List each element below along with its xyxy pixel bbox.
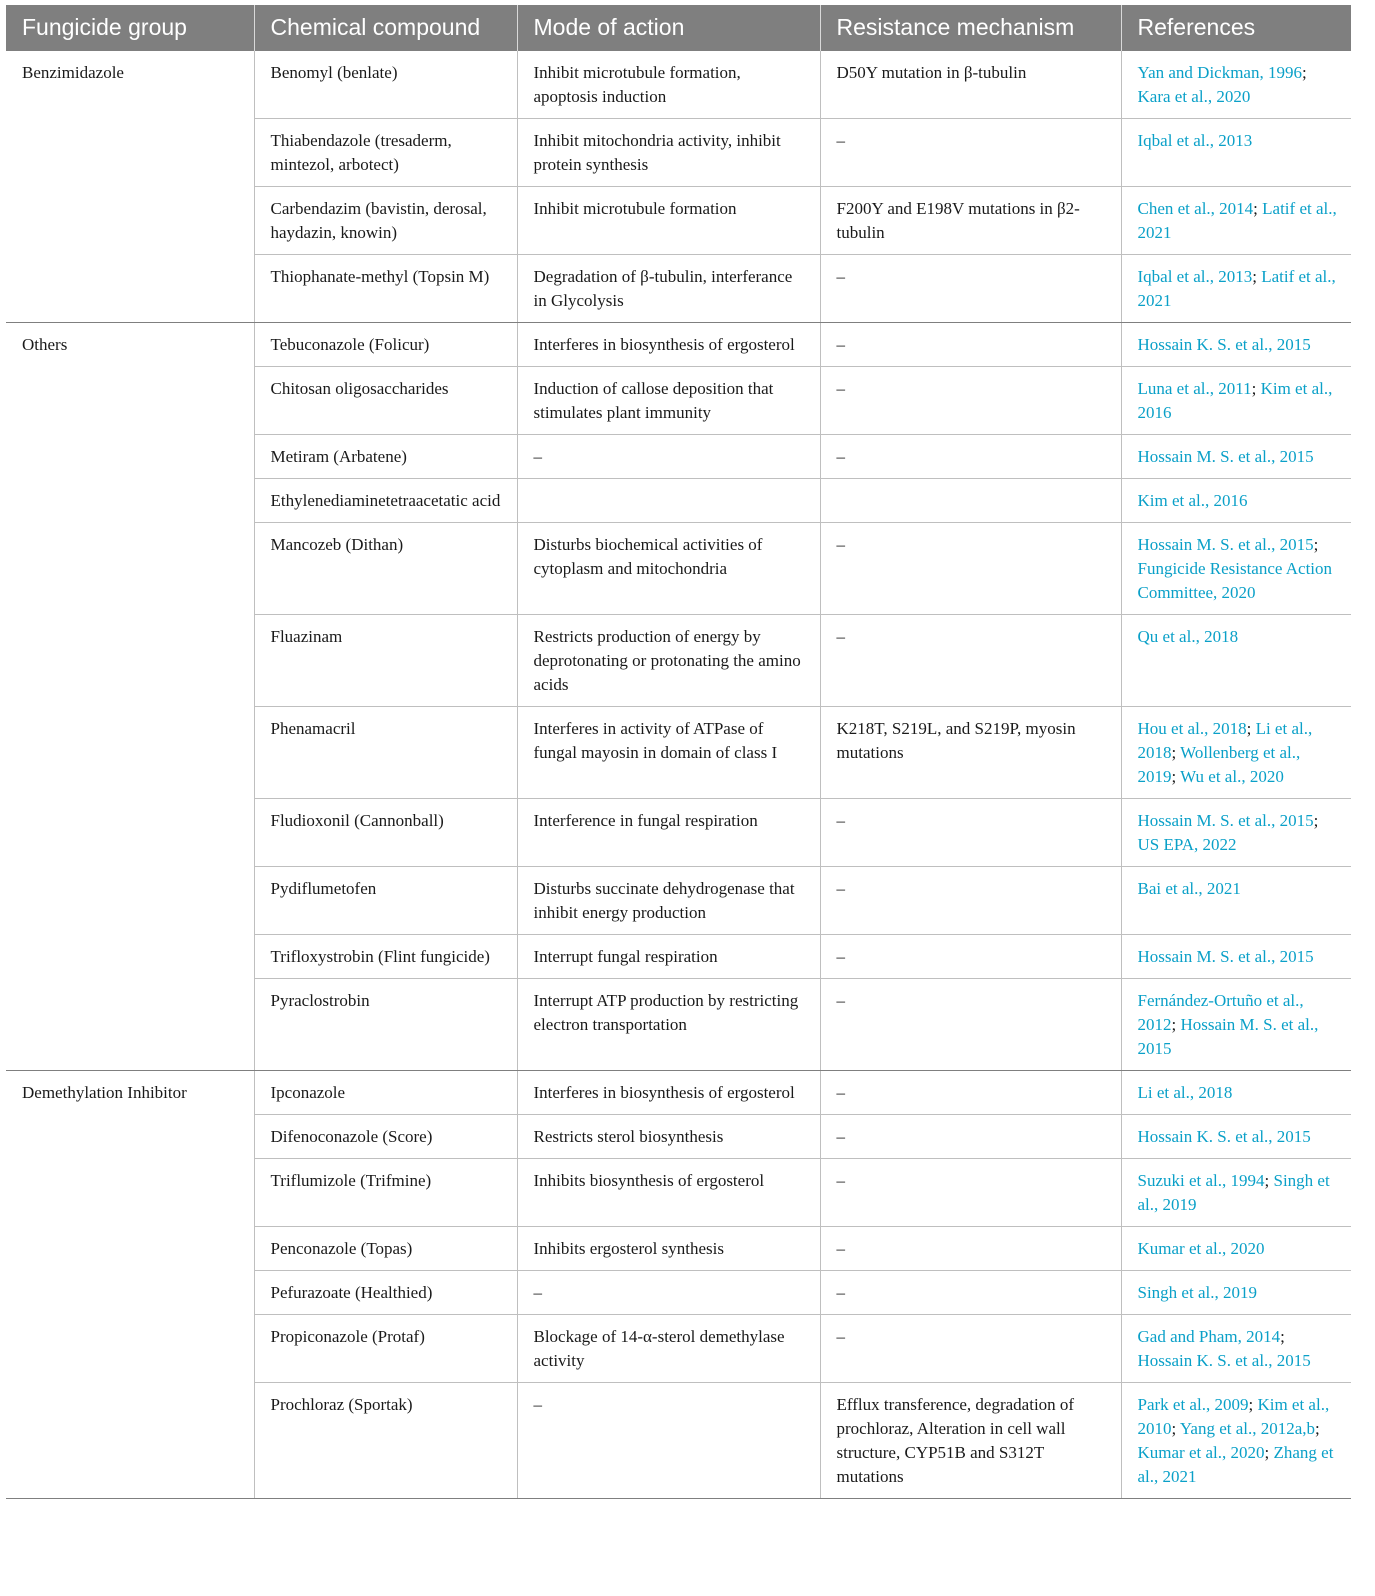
references-cell (1121, 1315, 1351, 1383)
reference-link[interactable]: Kim et al., 2016 (1137, 491, 1248, 510)
resistance-mechanism-cell: Efflux transference, degradation of prochloraz, Alteration in cell wall structure, CYP51B and S312T mutations (820, 1383, 1121, 1499)
reference-link[interactable]: Kim et al., 2016 (1137, 379, 1333, 422)
chemical-compound-cell: Tebuconazole (Folicur) (254, 323, 517, 367)
mode-of-action-cell: Induction of callose deposition that stimulates plant immunity (517, 367, 820, 435)
fungicide-group-cell: Others (6, 323, 254, 1071)
reference-link[interactable]: Park et al., 2009 (1137, 1395, 1249, 1414)
resistance-mechanism-cell (820, 479, 1121, 523)
reference-link[interactable]: Hossain K. S. et al., 2015 (1137, 1351, 1311, 1370)
references-cell (1121, 707, 1351, 799)
references-cell (1121, 323, 1351, 367)
resistance-mechanism-cell: – (820, 1115, 1121, 1159)
reference-link[interactable]: Gad and Pham, 2014 (1137, 1327, 1281, 1346)
reference-link[interactable]: Chen et al., 2014 (1137, 199, 1254, 218)
mode-of-action-cell: Inhibits ergosterol synthesis (517, 1227, 820, 1271)
resistance-mechanism-cell: – (820, 119, 1121, 187)
reference-separator: ; (1171, 743, 1181, 762)
reference-link[interactable]: Singh et al., 2019 (1137, 1171, 1330, 1214)
references-cell (1121, 523, 1351, 615)
table-row (6, 1071, 1351, 1115)
references-cell (1121, 1227, 1351, 1271)
mode-of-action-cell (517, 479, 820, 523)
mode-of-action-cell: Disturbs biochemical activities of cytoplasm and mitochondria (517, 523, 820, 615)
resistance-mechanism-cell: – (820, 367, 1121, 435)
reference-link[interactable]: Hossain M. S. et al., 2015 (1137, 535, 1314, 554)
reference-link[interactable]: Hou et al., 2018 (1137, 719, 1247, 738)
resistance-mechanism-cell: – (820, 979, 1121, 1071)
chemical-compound-cell: Penconazole (Topas) (254, 1227, 517, 1271)
mode-of-action-cell: Restricts production of energy by deprotonating or protonating the amino acids (517, 615, 820, 707)
table-body (6, 51, 1351, 1499)
mode-of-action-cell: Interference in fungal respiration (517, 799, 820, 867)
reference-link[interactable]: Iqbal et al., 2013 (1137, 267, 1253, 286)
reference-link[interactable]: Bai et al., 2021 (1137, 879, 1241, 898)
mode-of-action-cell: Interferes in biosynthesis of ergosterol (517, 1071, 820, 1115)
references-cell (1121, 1071, 1351, 1115)
references-cell (1121, 799, 1351, 867)
reference-separator: ; (1264, 1443, 1274, 1462)
header-resistance-mechanism: Resistance mechanism (820, 5, 1121, 51)
chemical-compound-cell: Triflumizole (Trifmine) (254, 1159, 517, 1227)
mode-of-action-cell: Interferes in activity of ATPase of fungal mayosin in domain of class I (517, 707, 820, 799)
mode-of-action-cell: – (517, 1271, 820, 1315)
header-chemical-compound: Chemical compound (254, 5, 517, 51)
mode-of-action-cell: Inhibit microtubule formation (517, 187, 820, 255)
reference-link[interactable]: Fernández-Ortuño et al., 2012 (1137, 991, 1304, 1034)
reference-link[interactable]: Yan and Dickman, 1996 (1137, 63, 1302, 82)
reference-link[interactable]: Hossain M. S. et al., 2015 (1137, 1015, 1319, 1058)
header-row (6, 5, 1351, 51)
resistance-mechanism-cell: – (820, 1227, 1121, 1271)
reference-separator: ; (1313, 811, 1319, 830)
header-mode-of-action: Mode of action (517, 5, 820, 51)
reference-link[interactable]: Luna et al., 2011 (1137, 379, 1252, 398)
reference-link[interactable]: Iqbal et al., 2013 (1137, 131, 1253, 150)
reference-separator: ; (1171, 1015, 1181, 1034)
resistance-mechanism-cell: – (820, 323, 1121, 367)
chemical-compound-cell: Pyraclostrobin (254, 979, 517, 1071)
reference-link[interactable]: Suzuki et al., 1994 (1137, 1171, 1265, 1190)
chemical-compound-cell: Mancozeb (Dithan) (254, 523, 517, 615)
chemical-compound-cell: Trifloxystrobin (Flint fungicide) (254, 935, 517, 979)
reference-separator: ; (1315, 1419, 1320, 1438)
reference-separator: ; (1253, 199, 1263, 218)
chemical-compound-cell: Thiophanate-methyl (Topsin M) (254, 255, 517, 323)
fungicide-group-cell: Benzimidazole (6, 51, 254, 323)
chemical-compound-cell: Ipconazole (254, 1071, 517, 1115)
mode-of-action-cell: – (517, 435, 820, 479)
mode-of-action-cell: Interrupt fungal respiration (517, 935, 820, 979)
references-cell (1121, 187, 1351, 255)
mode-of-action-cell: Interrupt ATP production by restricting electron transportation (517, 979, 820, 1071)
reference-link[interactable]: Yang et al., 2012a,b (1179, 1419, 1316, 1438)
reference-link[interactable]: Kumar et al., 2020 (1137, 1443, 1265, 1462)
chemical-compound-cell: Difenoconazole (Score) (254, 1115, 517, 1159)
resistance-mechanism-cell: F200Y and E198V mutations in β2-tubulin (820, 187, 1121, 255)
reference-separator: ; (1171, 767, 1181, 786)
resistance-mechanism-cell: – (820, 935, 1121, 979)
chemical-compound-cell: Pydiflumetofen (254, 867, 517, 935)
reference-link[interactable]: Hossain M. S. et al., 2015 (1137, 811, 1314, 830)
chemical-compound-cell: Pefurazoate (Healthied) (254, 1271, 517, 1315)
mode-of-action-cell: – (517, 1383, 820, 1499)
chemical-compound-cell: Phenamacril (254, 707, 517, 799)
resistance-mechanism-cell: – (820, 1071, 1121, 1115)
resistance-mechanism-cell: – (820, 255, 1121, 323)
resistance-mechanism-cell: D50Y mutation in β-tubulin (820, 51, 1121, 119)
references-cell (1121, 935, 1351, 979)
reference-separator: ; (1251, 379, 1261, 398)
references-cell (1121, 1159, 1351, 1227)
resistance-mechanism-cell: K218T, S219L, and S219P, myosin mutations (820, 707, 1121, 799)
reference-link[interactable]: Latif et al., 2021 (1137, 267, 1336, 310)
references-cell (1121, 615, 1351, 707)
reference-link[interactable]: Fungicide Resistance Action Committee, 2020 (1137, 559, 1333, 602)
reference-link[interactable]: Latif et al., 2021 (1137, 199, 1337, 242)
chemical-compound-cell: Carbendazim (bavistin, derosal, haydazin, knowin) (254, 187, 517, 255)
mode-of-action-cell: Blockage of 14-α-sterol demethylase activity (517, 1315, 820, 1383)
reference-separator: ; (1248, 1395, 1258, 1414)
resistance-mechanism-cell: – (820, 1271, 1121, 1315)
mode-of-action-cell: Inhibits biosynthesis of ergosterol (517, 1159, 820, 1227)
mode-of-action-cell: Inhibit mitochondria activity, inhibit protein synthesis (517, 119, 820, 187)
resistance-mechanism-cell: – (820, 435, 1121, 479)
references-cell (1121, 1383, 1351, 1499)
chemical-compound-cell: Benomyl (benlate) (254, 51, 517, 119)
resistance-mechanism-cell: – (820, 799, 1121, 867)
references-cell (1121, 435, 1351, 479)
reference-link[interactable]: Hossain K. S. et al., 2015 (1137, 1127, 1311, 1146)
reference-link[interactable]: US EPA, 2022 (1137, 835, 1237, 854)
reference-separator: ; (1171, 1419, 1180, 1438)
mode-of-action-cell: Interferes in biosynthesis of ergosterol (517, 323, 820, 367)
resistance-mechanism-cell: – (820, 1315, 1121, 1383)
table-row (6, 323, 1351, 367)
reference-link[interactable]: Kim et al., 2010 (1137, 1395, 1330, 1438)
references-cell (1121, 119, 1351, 187)
reference-separator: ; (1280, 1327, 1285, 1346)
reference-link[interactable]: Kara et al., 2020 (1137, 87, 1251, 106)
reference-separator: ; (1301, 63, 1307, 82)
references-cell (1121, 367, 1351, 435)
reference-separator: ; (1252, 267, 1262, 286)
references-cell (1121, 867, 1351, 935)
references-cell (1121, 979, 1351, 1071)
references-cell (1121, 479, 1351, 523)
reference-link[interactable]: Li et al., 2018 (1137, 719, 1313, 762)
chemical-compound-cell: Chitosan oligosaccharides (254, 367, 517, 435)
mode-of-action-cell: Restricts sterol biosynthesis (517, 1115, 820, 1159)
chemical-compound-cell: Ethylenediaminetetraacetatic acid (254, 479, 517, 523)
references-cell (1121, 1271, 1351, 1315)
header-references: References (1121, 5, 1351, 51)
reference-separator: ; (1264, 1171, 1274, 1190)
table-row (6, 51, 1351, 119)
references-cell (1121, 51, 1351, 119)
mode-of-action-cell: Inhibit microtubule formation, apoptosis induction (517, 51, 820, 119)
chemical-compound-cell: Propiconazole (Protaf) (254, 1315, 517, 1383)
resistance-mechanism-cell: – (820, 615, 1121, 707)
chemical-compound-cell: Prochloraz (Sportak) (254, 1383, 517, 1499)
reference-link[interactable]: Zhang et al., 2021 (1137, 1443, 1334, 1486)
reference-separator: ; (1313, 535, 1319, 554)
reference-link[interactable]: Singh et al., 2019 (1137, 1283, 1257, 1302)
reference-link[interactable]: Wollenberg et al., 2019 (1137, 743, 1301, 786)
chemical-compound-cell: Fluazinam (254, 615, 517, 707)
resistance-mechanism-cell: – (820, 523, 1121, 615)
reference-link[interactable]: Hossain M. S. et al., 2015 (1137, 447, 1314, 466)
chemical-compound-cell: Metiram (Arbatene) (254, 435, 517, 479)
mode-of-action-cell: Disturbs succinate dehydrogenase that inhibit energy production (517, 867, 820, 935)
fungicide-group-cell: Demethylation Inhibitor (6, 1071, 254, 1499)
reference-link[interactable]: Wu et al., 2020 (1180, 767, 1284, 786)
header-fungicide-group: Fungicide group (6, 5, 254, 51)
reference-separator: ; (1246, 719, 1256, 738)
resistance-mechanism-cell: – (820, 867, 1121, 935)
chemical-compound-cell: Thiabendazole (tresaderm, mintezol, arbotect) (254, 119, 517, 187)
reference-link[interactable]: Kumar et al., 2020 (1137, 1239, 1265, 1258)
chemical-compound-cell: Fludioxonil (Cannonball) (254, 799, 517, 867)
reference-link[interactable]: Hossain K. S. et al., 2015 (1137, 335, 1311, 354)
reference-link[interactable]: Qu et al., 2018 (1137, 627, 1239, 646)
references-cell (1121, 1115, 1351, 1159)
resistance-mechanism-cell: – (820, 1159, 1121, 1227)
table-header (6, 5, 1351, 51)
reference-link[interactable]: Li et al., 2018 (1137, 1083, 1233, 1102)
mode-of-action-cell: Degradation of β-tubulin, interferance in Glycolysis (517, 255, 820, 323)
fungicide-table (6, 5, 1351, 1499)
references-cell (1121, 255, 1351, 323)
reference-link[interactable]: Hossain M. S. et al., 2015 (1137, 947, 1314, 966)
